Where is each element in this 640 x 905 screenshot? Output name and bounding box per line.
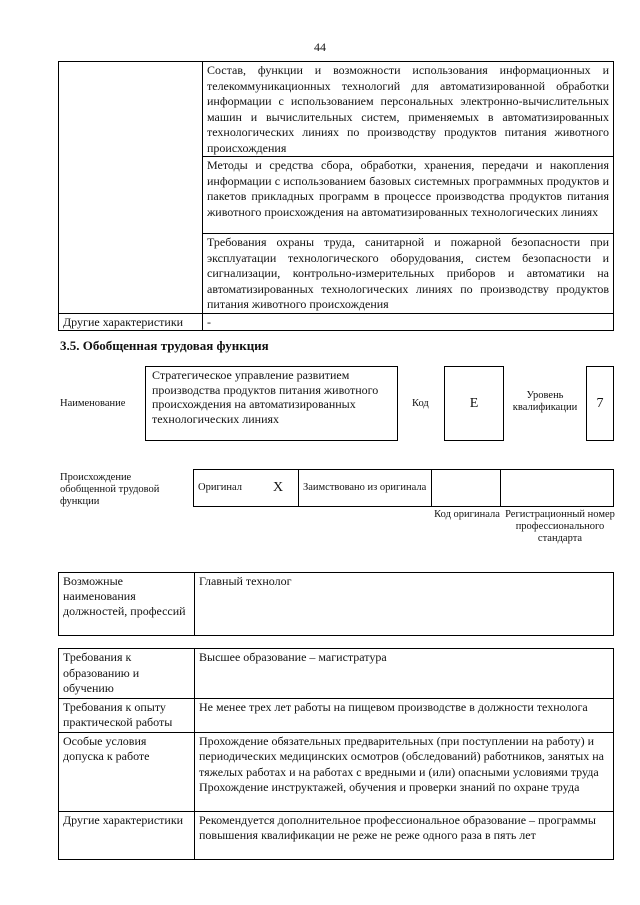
table-row [59,811,614,859]
requirement-text: Прохождение инструктажей, обучения и проверки знаний по охране труда [199,780,580,794]
row-label [59,62,203,314]
table-row [59,313,614,331]
requirement-value: Рекомендуется дополнительное профессиональное образование – программы повышения квалификации не реже не реже одного раза в пять лет [195,811,614,859]
reg-caption: Регистрационный номер профессионального стандарта [505,509,615,544]
section-heading: 3.5. Обобщенная трудовая функция [60,338,269,353]
code-label: Код [412,398,429,409]
requirement-label: Требования к образованию и обучению [59,649,195,699]
table-row [59,732,614,811]
function-name-box: Стратегическое управление развитием производства продуктов питания животного происхождения на автоматизированных технологических линиях [145,366,398,441]
positions-table [58,572,614,636]
original-label: Оригинал [194,470,259,507]
top-characteristics-table [58,61,614,331]
requirement-label: Особые условия допуска к работе [59,732,195,811]
level-label: Уровень квалификации [512,390,578,413]
knowledge-cell: Состав, функции и возможности использования информационных и телекоммуникационных технологий для автоматизированной обработки информации с использованием персональных электронно-вычислительных машин и вычислительных систем, применяемых в автоматизированных технологических линиях по производству продуктов питания животного происхождения [203,62,614,157]
positions-label: Возможные наименования должностей, профессий [59,573,195,636]
requirement-label: Другие характеристики [59,811,195,859]
requirement-value [195,732,614,811]
table-row [59,62,614,157]
requirement-value: Не менее трех лет работы на пищевом производстве в должности технолога [195,698,614,732]
table-row [194,470,614,507]
borrowed-label: Заимствовано из оригинала [299,470,432,507]
code-value-box: E [444,366,504,441]
requirement-text: Прохождение обязательных предварительных (при поступлении на работу) и периодических медицинских осмотров (обследований) работников, занятых на тяжелых работах и на работах с вредными и (или) опасными условиями труда [199,733,604,779]
knowledge-cell: Требования охраны труда, санитарной и пожарной безопасности при эксплуатации технологического оборудования, систем безопасности и сигнализации, контрольно-измерительных приборов и автоматики на автоматизированных технологических линиях по производству продуктов питания животного происхождения [203,234,614,314]
reg-number-cell [501,470,614,507]
original-mark: X [258,470,299,507]
page-number: 44 [314,40,326,54]
level-value-box: 7 [586,366,614,441]
row-label: Другие характеристики [59,313,203,331]
table-row [59,649,614,699]
table-row [59,698,614,732]
name-label: Наименование [60,398,126,409]
origin-code-cell [432,470,501,507]
knowledge-cell: Методы и средства сбора, обработки, хранения, передачи и накопления информации с использованием базовых системных программных продуктов и пакетов прикладных программ в процессе производства продуктов питания животного происхождения на автоматизированных технологических линиях [203,157,614,234]
requirement-value: Высшее образование – магистратура [195,649,614,699]
requirements-table [58,648,614,860]
table-row [59,573,614,636]
positions-value: Главный технолог [195,573,614,636]
origin-table [193,469,614,507]
row-value: - [203,313,614,331]
code-caption: Код оригинала [434,509,500,520]
requirement-label: Требования к опыту практической работы [59,698,195,732]
origin-label: Происхождение обобщенной трудовой функции [60,472,160,507]
